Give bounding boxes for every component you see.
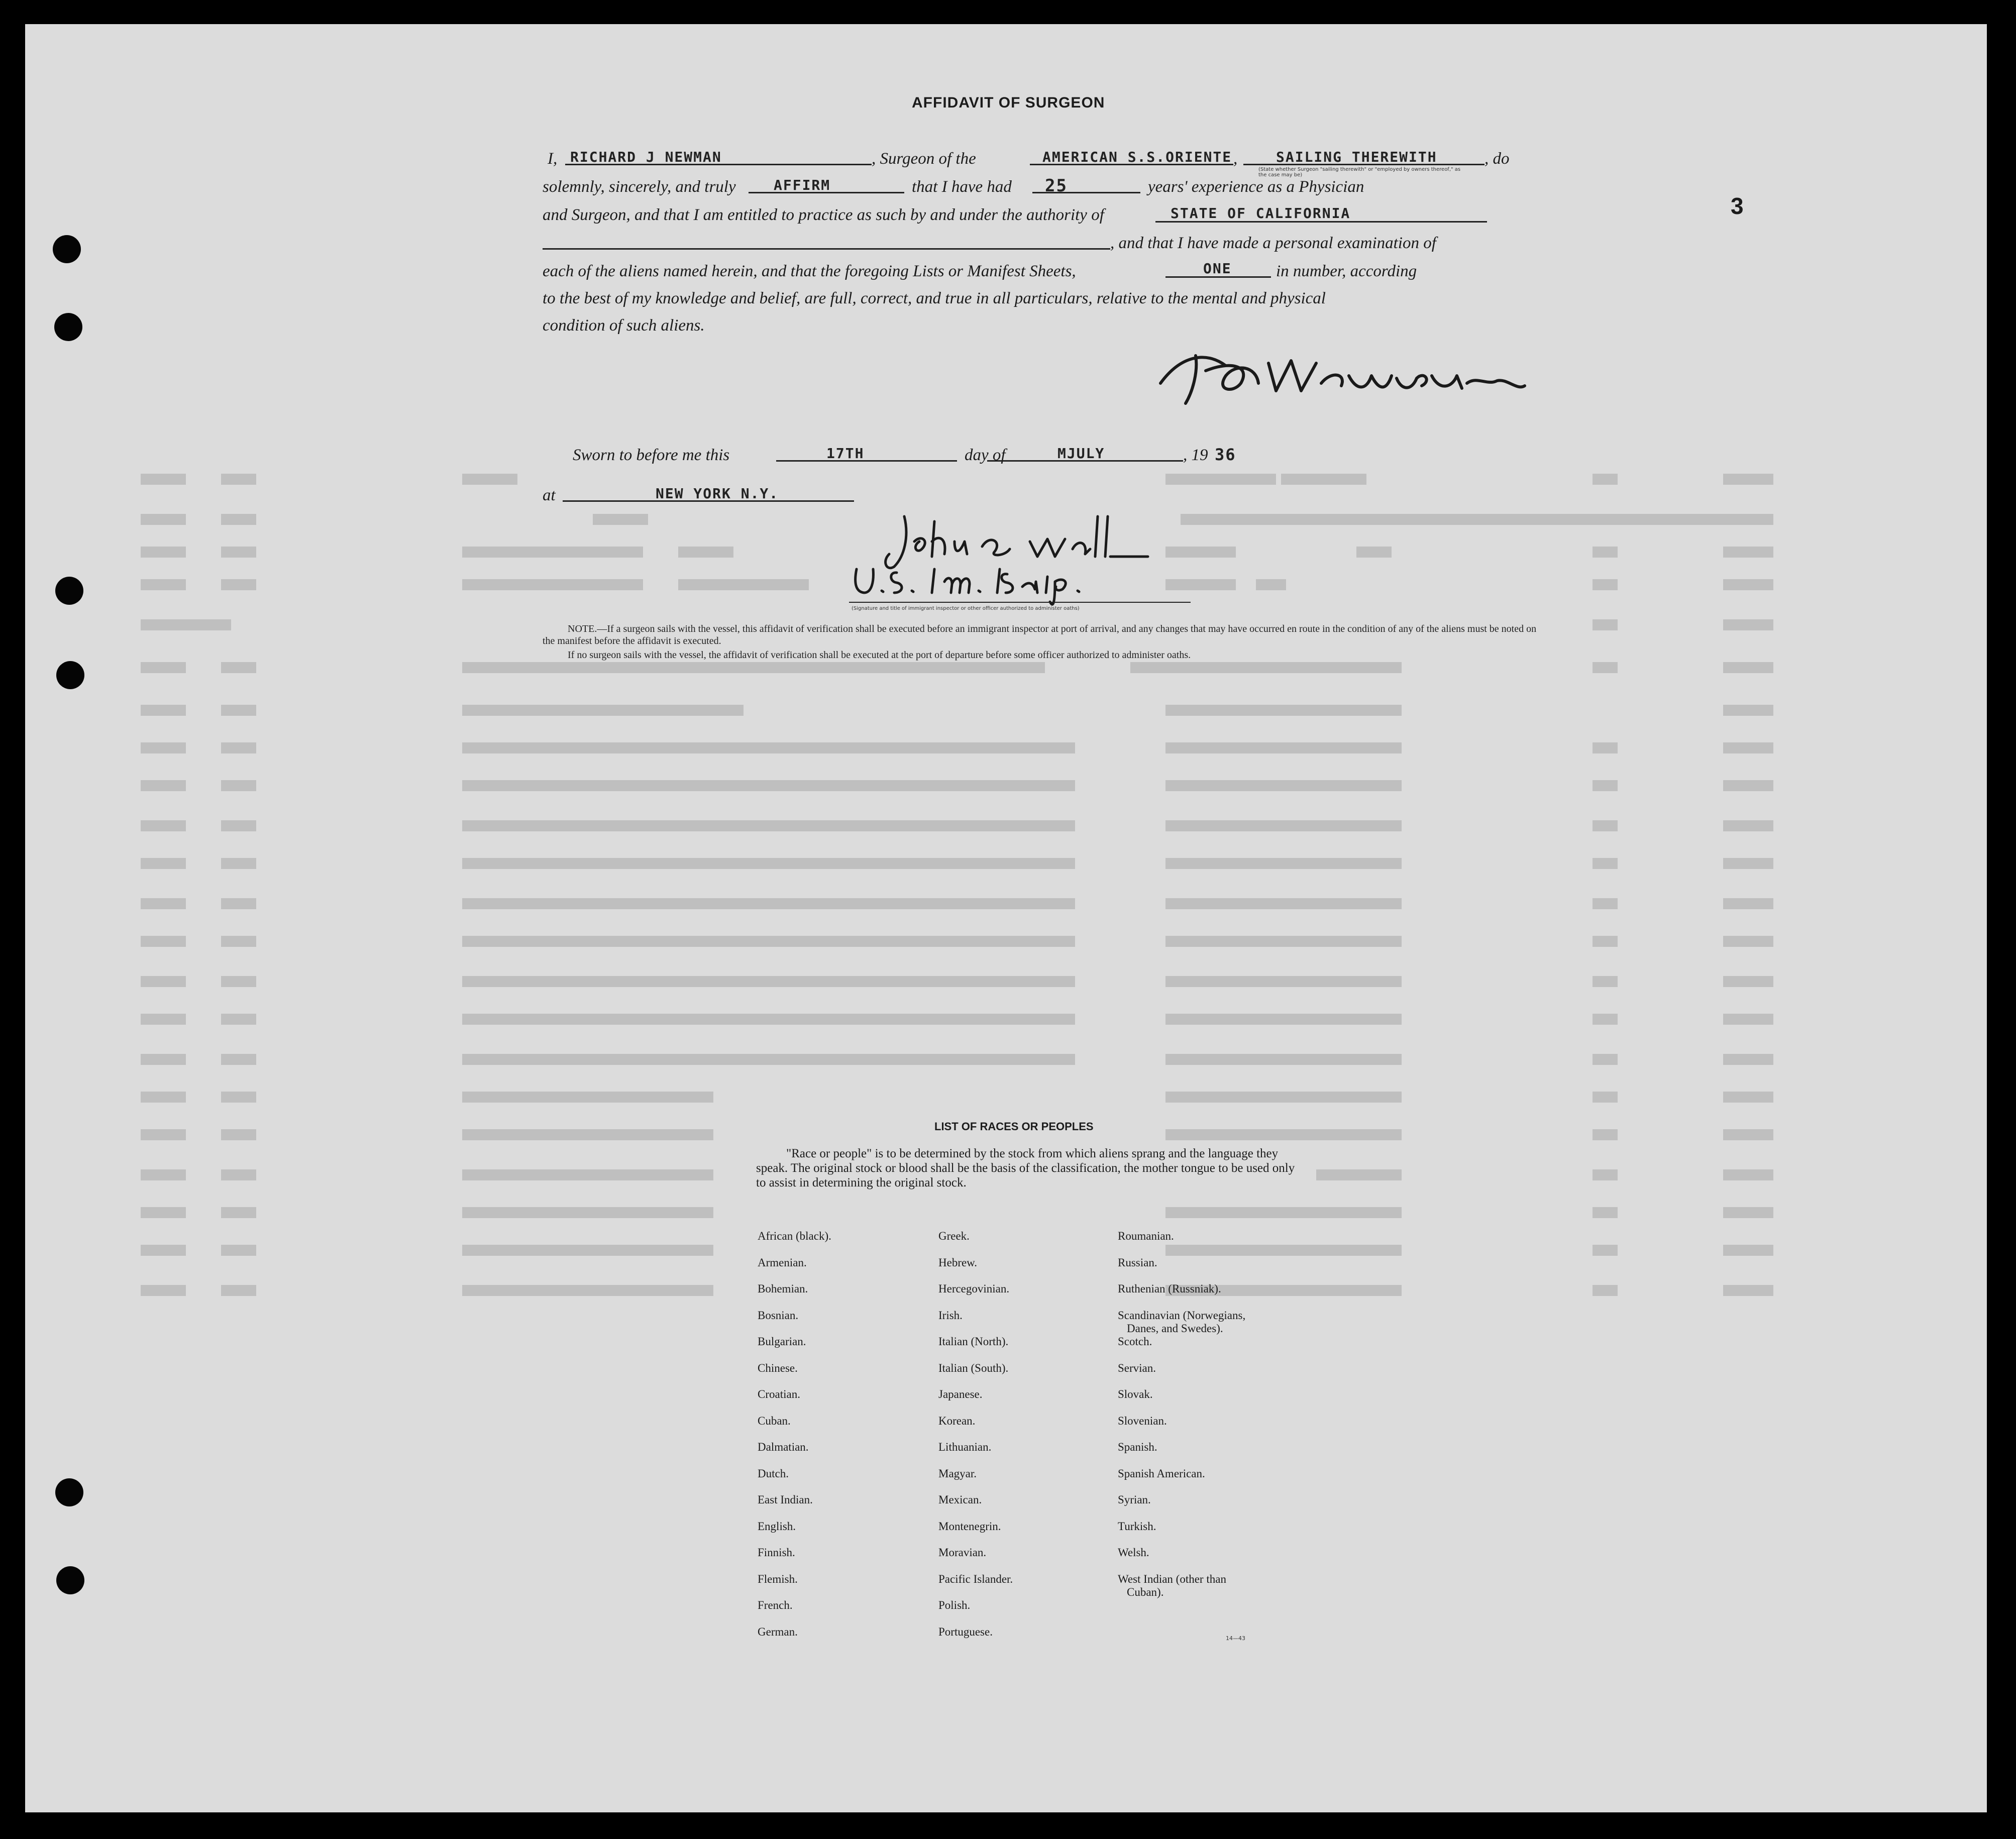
race-item: African (black). — [758, 1230, 831, 1242]
race-item: Scotch. — [1118, 1335, 1152, 1348]
race-item: Japanese. — [938, 1388, 983, 1400]
race-item: Spanish American. — [1118, 1467, 1205, 1480]
oath-type: AFFIRM — [774, 177, 831, 193]
race-item: Dutch. — [758, 1467, 789, 1480]
race-item: Armenian. — [758, 1256, 807, 1269]
sworn-place: NEW YORK N.Y. — [656, 485, 779, 502]
vessel-name: AMERICAN S.S.ORIENTE — [1042, 149, 1232, 165]
affidavit-text: , Surgeon of the — [872, 150, 976, 168]
affidavit-text: years' experience as a Physician — [1148, 178, 1364, 196]
race-item: West Indian (other than — [1118, 1572, 1226, 1585]
race-item: Cuban. — [758, 1414, 791, 1427]
affidavit-text: condition of such aliens. — [543, 316, 705, 335]
affidavit-text: to the best of my knowledge and belief, are full, correct, and true in all particulars, relative to the mental and physical — [543, 289, 1326, 307]
affidavit-prefix: I, — [548, 150, 558, 168]
race-item: Russian. — [1118, 1256, 1157, 1269]
race-item: German. — [758, 1625, 798, 1638]
race-item: Slovak. — [1118, 1388, 1153, 1400]
affidavit-text: in number, according — [1276, 262, 1417, 280]
races-title: LIST OF RACES OR PEOPLES — [934, 1120, 1094, 1133]
inspector-caption: (Signature and title of immigrant inspector or other officer authorized to administer oaths) — [852, 606, 1080, 611]
race-item: East Indian. — [758, 1493, 813, 1506]
race-item: Mexican. — [938, 1493, 982, 1506]
affidavit-note-1: NOTE.—If a surgeon sails with the vessel, this affidavit of verification shall be executed before an immigrant inspector at port of arrival, and any changes that may have occurred en route in the condition of any of the aliens must be noted on the manifest before the affidavit is executed. — [543, 623, 1537, 646]
affidavit-text: solemnly, sincerely, and truly — [543, 178, 736, 196]
surgeon-signature — [1150, 336, 1532, 411]
race-item: Slovenian. — [1118, 1414, 1167, 1427]
affidavit-text: each of the aliens named herein, and that the foregoing Lists or Manifest Sheets, — [543, 262, 1076, 280]
sworn-day: 17TH — [826, 445, 865, 462]
race-item: Montenegrin. — [938, 1520, 1001, 1533]
race-item: Bosnian. — [758, 1309, 799, 1322]
sworn-month: MJULY — [1057, 445, 1105, 462]
authority-blank-2 — [543, 248, 1110, 250]
race-item: Spanish. — [1118, 1441, 1157, 1453]
inspector-signature-line — [849, 602, 1191, 603]
inspector-title-handwritten — [849, 562, 1160, 607]
race-item: Korean. — [938, 1414, 976, 1427]
race-item: Moravian. — [938, 1546, 987, 1559]
race-item: English. — [758, 1520, 796, 1533]
races-column-2 — [938, 1230, 1013, 1652]
races-column-1 — [758, 1230, 831, 1652]
race-item: French. — [758, 1599, 793, 1611]
years-experience: 25 — [1045, 176, 1068, 196]
form-number: 14—43 — [1226, 1635, 1245, 1642]
race-item: Portuguese. — [938, 1625, 993, 1638]
race-item: Hebrew. — [938, 1256, 978, 1269]
races-column-3 — [1118, 1230, 1245, 1599]
sheet-count: ONE — [1203, 260, 1232, 277]
race-item: Flemish. — [758, 1572, 798, 1585]
race-item: Ruthenian (Russniak). — [1118, 1282, 1221, 1295]
race-item: Bulgarian. — [758, 1335, 806, 1348]
sworn-text: , 19 — [1183, 446, 1208, 464]
sailing-note: (State whether Surgeon "sailing therewith" or "employed by owners thereof," as the case may be) — [1258, 167, 1461, 178]
race-item: Cuban). — [1127, 1586, 1164, 1598]
sailing-status: SAILING THEREWITH — [1276, 149, 1437, 165]
at-label: at — [543, 486, 556, 504]
affidavit-text: , — [1233, 150, 1238, 168]
race-item: Welsh. — [1118, 1546, 1149, 1559]
affidavit-text: that I have had — [912, 178, 1012, 196]
race-item: Dalmatian. — [758, 1441, 809, 1453]
races-intro: "Race or people" is to be determined by the stock from which aliens sprang and the language they speak. The original stock or blood shall be the basis of the classification, the mother tongue to be used only to assist in determining the original stock. — [756, 1147, 1295, 1189]
sworn-year: 36 — [1215, 445, 1236, 464]
sworn-text: Sworn to before me this — [573, 446, 730, 464]
race-item: Magyar. — [938, 1467, 977, 1480]
affidavit-text: , do — [1484, 150, 1510, 168]
affidavit-note-2: If no surgeon sails with the vessel, the affidavit of verification shall be executed at the port of departure before some officer authorized to administer oaths. — [568, 650, 1191, 661]
race-item: Finnish. — [758, 1546, 795, 1559]
affidavit-text: and Surgeon, and that I am entitled to practice as such by and under the authority of — [543, 206, 1104, 224]
sworn-day-blank — [776, 460, 957, 462]
authority: STATE OF CALIFORNIA — [1171, 205, 1351, 222]
race-item: Danes, and Swedes). — [1127, 1322, 1223, 1335]
race-item: Croatian. — [758, 1388, 800, 1400]
manifest-page — [25, 24, 1987, 1812]
race-item: Bohemian. — [758, 1282, 808, 1295]
page-number: 3 — [1731, 193, 1744, 219]
race-item: Scandinavian (Norwegians, — [1118, 1309, 1246, 1322]
race-item: Chinese. — [758, 1361, 798, 1374]
sworn-text: day of — [965, 446, 1006, 464]
race-item: Italian (South). — [938, 1361, 1009, 1374]
race-item: Servian. — [1118, 1361, 1156, 1374]
race-item: Pacific Islander. — [938, 1572, 1013, 1585]
race-item: Turkish. — [1118, 1520, 1156, 1533]
affidavit-title: AFFIDAVIT OF SURGEON — [912, 94, 1105, 111]
surgeon-name: RICHARD J NEWMAN — [570, 149, 722, 165]
affidavit-text: , and that I have made a personal examination of — [1110, 234, 1436, 252]
race-item: Roumanian. — [1118, 1230, 1174, 1242]
race-item: Lithuanian. — [938, 1441, 992, 1453]
race-item: Irish. — [938, 1309, 963, 1322]
race-item: Polish. — [938, 1599, 971, 1611]
race-item: Syrian. — [1118, 1493, 1151, 1506]
race-item: Hercegovinian. — [938, 1282, 1010, 1295]
race-item: Greek. — [938, 1230, 970, 1242]
race-item: Italian (North). — [938, 1335, 1009, 1348]
